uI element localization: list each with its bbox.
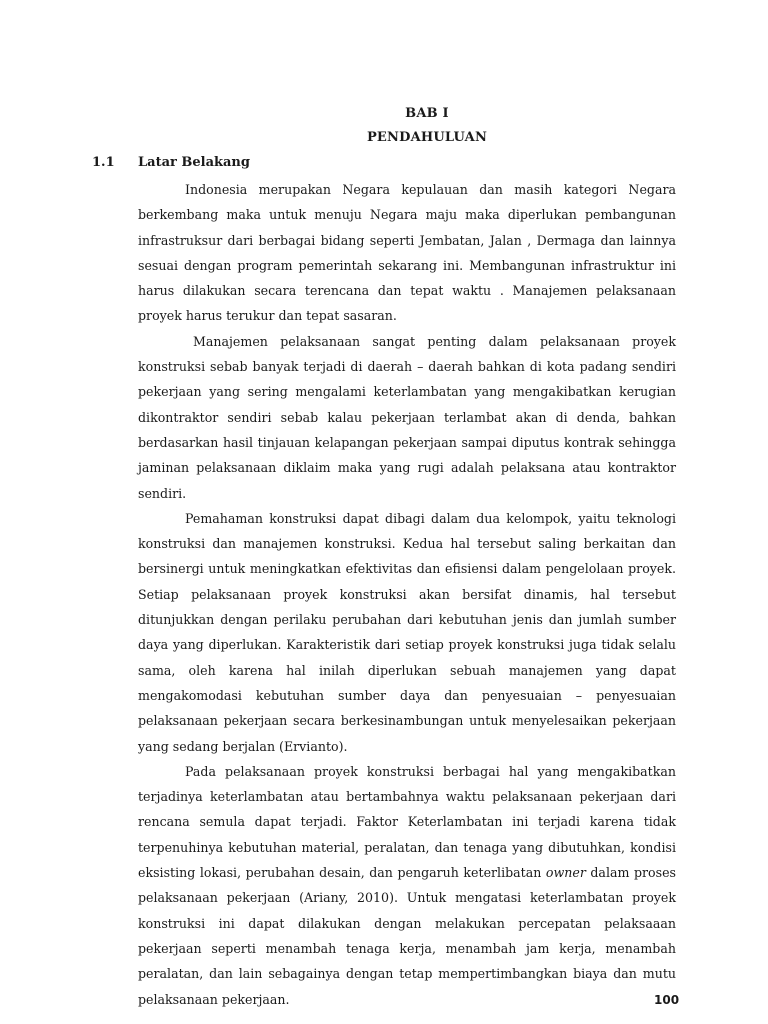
paragraph-4-italic-term: owner	[545, 865, 586, 881]
chapter-number: BAB I	[405, 106, 449, 121]
paragraph-4	[138, 759, 676, 1012]
section-title: Latar Belakang	[138, 155, 250, 170]
paragraph-4-part-2: dalam proses pelaksanaan pekerjaan (Ariany, 2010). Untuk mengatasi keterlambatan proyek konstruksi ini dapat dilakukan dengan melakukan percepatan pelaksaaan pekerjaan seperti menambah tenaga kerja, menambah jam kerja, menambah peralatan, dan lain sebagainya dengan tetap mempertimbangkan biaya dan mutu pelaksanaan pekerjaan.	[138, 865, 676, 1007]
paragraph-2: Manajemen pelaksanaan sangat penting dalam pelaksanaan proyek konstruksi sebab banyak terjadi di daerah – daerah bahkan di kota padang sendiri pekerjaan yang sering mengalami keterlambatan yang mengakibatkan kerugian dikontraktor sendiri sebab kalau pekerjaan terlambat akan di denda, bahkan berdasarkan hasil tinjauan kelapangan pekerjaan sampai diputus kontrak sehingga jaminan pelaksanaan diklaim maka yang rugi adalah pelaksana atau kontraktor sendiri.	[138, 333, 676, 501]
chapter-title: PENDAHULUAN	[366, 130, 488, 145]
paragraph-4-part-1: Pada pelaksanaan proyek konstruksi berbagai hal yang mengakibatkan terjadinya keterlambatan atau bertambahnya waktu pelaksanaan pekerjaan dari rencana semula dapat terjadi. Faktor Keterlambatan ini terjadi karena tidak terpenuhinya kebutuhan material, peralatan, dan tenaga yang dibutuhkan, kondisi eksisting lokasi, perubahan desain, dan pengaruh keterlibatan	[138, 763, 676, 881]
page-number: 100	[654, 993, 680, 1007]
section-number: 1.1	[92, 155, 115, 170]
paragraph-3: Pemahaman konstruksi dapat dibagi dalam dua kelompok, yaitu teknologi konstruksi dan manajemen konstruksi. Kedua hal tersebut saling berkaitan dan bersinergi untuk meningkatkan efektivitas dan efisiensi dalam pengelolaan proyek. Setiap pelaksanaan proyek konstruksi akan bersifat dinamis, hal tersebut ditunjukkan dengan perilaku perubahan dari kebutuhan jenis dan jumlah sumber daya yang diperlukan. Karakteristik dari setiap proyek konstruksi juga tidak selalu sama, oleh karena hal inilah diperlukan sebuah manajemen yang dapat mengakomodasi kebutuhan sumber daya dan penyesuaian – penyesuaian pelaksanaan pekerjaan secara berkesinambungan untuk menyelesaikan pekerjaan yang sedang berjalan (Ervianto).	[138, 510, 676, 754]
paragraph-1: Indonesia merupakan Negara kepulauan dan masih kategori Negara berkembang maka untuk menuju Negara maju maka diperlukan pembangunan infrastruksur dari berbagai bidang seperti Jembatan, Jalan , Dermaga dan lainnya sesuai dengan program pemerintah sekarang ini. Membangunan infrastruktur ini harus dilakukan secara terencana dan tepat waktu . Manajemen pelaksanaan proyek harus terukur dan tepat sasaran.	[138, 182, 676, 324]
body-text	[138, 177, 676, 1012]
